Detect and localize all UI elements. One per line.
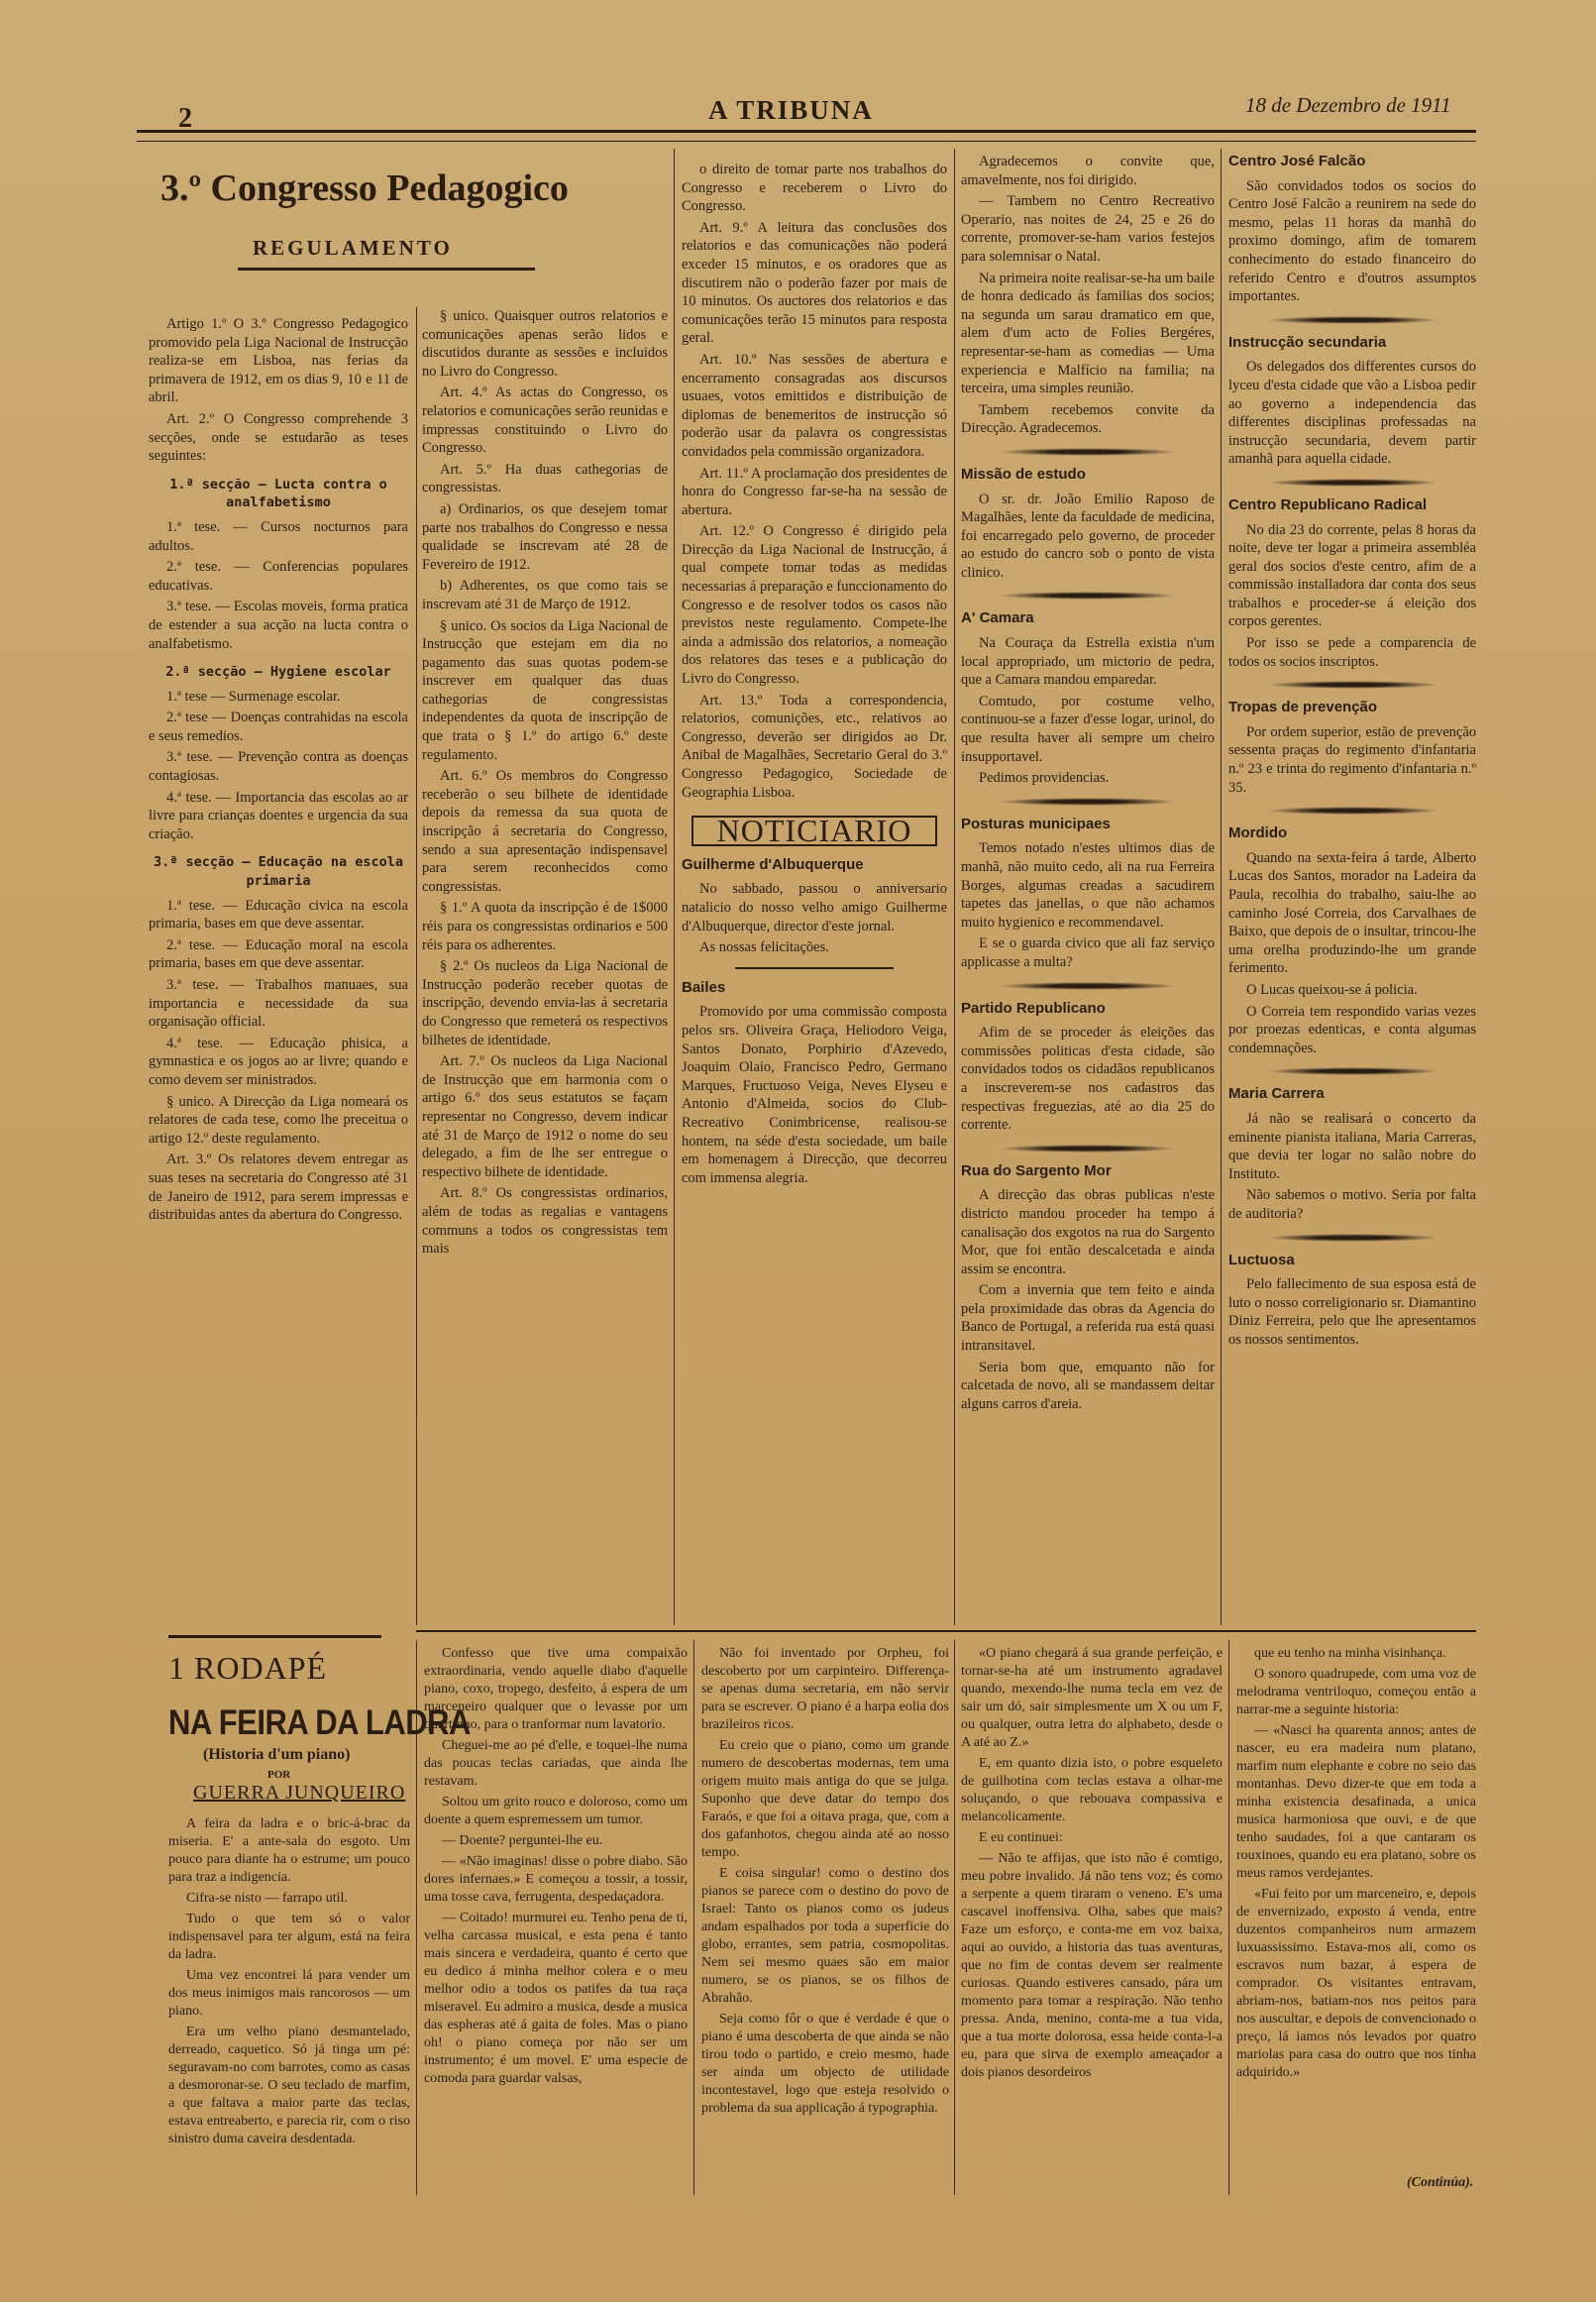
continua-label: (Continúa).: [1407, 2175, 1474, 2190]
news-heading: Mordido: [1228, 824, 1288, 842]
article-title: 3.º Congresso Pedagogico: [160, 167, 569, 209]
news-paragraph: O Correia tem respondido varias vezes por proezas edenticas, e conta algumas condemnações.: [1228, 1003, 1476, 1056]
news-heading: Luctuosa: [1228, 1251, 1295, 1268]
thesis-item: 3.ª tese. — Prevenção contra as doenças contagiosas.: [149, 749, 408, 785]
rodape-text: [701, 1645, 949, 2195]
news-heading: Maria Carrera: [1228, 1085, 1325, 1103]
news-paragraph: São convidados todos os socios do Centro José Falcão a reunirem na sede do mesmo, pelas 11 horas da manhã do proximo domingo, afim de tomarem conhecimento do estado financeiro do referido Centro e d'outros assumptos importantes.: [1228, 177, 1476, 305]
article-paragraph: Artigo 1.º O 3.º Congresso Pedagogico promovido pela Liga Nacional de Instrucção realiza-se em Lisboa, nas ferias da primavera de 1912, em os dias 9, 10 e 11 de abril.: [149, 316, 408, 406]
news-paragraph: O Lucas queixou-se á policia.: [1246, 981, 1418, 998]
news-heading: Bailes: [682, 978, 726, 996]
rodape-text: [168, 1815, 410, 2192]
rodape-paragraph: Uma vez encontrei lá para vender um dos meus inimigos mais rancorosos — um piano.: [168, 1968, 410, 2019]
rodape-text: [961, 1645, 1223, 2195]
news-heading: Missão de estudo: [961, 465, 1086, 483]
rodape-paragraph: — Doente? perguntei-lhe eu.: [442, 1833, 603, 1848]
rodape-paragraph: Era um velho piano desmantelado, derreado, caquetico. Só já tinga um pé: seguravam-no com barrotes, como as casas a desmoronar-se. O seu teclado de marfim, a que faltava a maior parte das teclas, estava entreaberto, e parecia rir, com o riso sinistro duma caveira desdentada.: [168, 2025, 410, 2146]
news-paragraph: Promovido por uma commissão composta pelos srs. Oliveira Graça, Heliodoro Veiga, Santos Donato, Porphirio d'Azevedo, Joaquim Olaio, Francisco Pedro, Germano Marques, Fructuoso Veiga, Neves Elyseu e Antonio d'Almeida, socios do Club-Recreativo Conimbricense, realisou-se hontem, na séde d'esta sociedade, um baile em homenagem á Direcção, que decorreu com immensa alegria.: [682, 1004, 947, 1186]
thesis-item: 2.ª tese. — Conferencias populares educativas.: [149, 559, 408, 594]
separator: [1266, 1234, 1439, 1242]
news-paragraph: Por ordem superior, estão de prevenção sessenta praças do regimento d'infantaria n.º 23 e trinta do regimento d'infantaria n.º 35.: [1228, 723, 1476, 796]
separator: [999, 448, 1176, 456]
article-paragraph: Art. 8.º Os congressistas ordinarios, além de todas as regalias e vantagens communs a todos os congressistas tem mais: [422, 1185, 668, 1258]
separator: [999, 1145, 1176, 1152]
thesis-item: 2.ª tese. — Educação moral na escola primaria, bases em que deve assentar.: [149, 936, 408, 972]
news-heading: Instrucção secundaria: [1228, 333, 1387, 351]
rodape-paragraph: — «Não imaginas! disse o pobre diabo. São dores infernaes.» E começou a tossir, a tossir, uma tosse cava, ferrugenta, despedaçadora.: [424, 1854, 688, 1905]
rodape-title: NA FEIRA DA LADRA: [168, 1702, 471, 1743]
news-heading: Posturas municipaes: [961, 815, 1111, 832]
subtitle-rule: [238, 268, 535, 271]
news-column: [961, 153, 1215, 1625]
thesis-item: 1.ª tese. — Educação civica na escola primaria, bases em que deve assentar.: [149, 897, 408, 932]
rodape-paragraph: Cheguei-me ao pé d'elle, e toquei-lhe numa das poucas teclas cariadas, que ainda lhe restavam.: [424, 1738, 688, 1789]
news-paragraph: No sabbado, passou o anniversario natalicio do nosso velho amigo Guilherme d'Albuquerque, director d'este jornal.: [682, 881, 947, 934]
news-paragraph: Quando na sexta-feira á tarde, Alberto Lucas dos Santos, morador na Ladeira da Paula, recolhia do trabalho, saiu-lhe ao caminho José Correia, dos Carvalhaes de Baixo, que depois de o insultar, trincou-lhe uma orelha produzindo-lhe um grande ferimento.: [1228, 849, 1476, 977]
news-paragraph: Afim de se proceder ás eleições das commissões politicas d'esta cidade, são convidados todos os cidadãos republicanos a inscreverem-se nos cadastros das respectivas freguezias, até ao dia 25 do corrente.: [961, 1025, 1215, 1134]
article-paragraph: a) Ordinarios, os que desejem tomar parte nos trabalhos do Congresso e nessa qualidade se inscrevam até 28 de Fevereiro de 1912.: [422, 500, 668, 573]
news-paragraph: O sr. dr. João Emilio Raposo de Magalhães, lente da faculdade de medicina, foi encarregado pelo governo, de proceder ao estudo do cancro sob o ponto de vista clinico.: [961, 491, 1215, 581]
column-rule: [416, 307, 417, 1625]
article-paragraph: Art. 12.º O Congresso é dirigido pela Direcção da Liga Nacional de Instrucção, á qual compete tomar todas as medidas necessarias á preparação e funccionamento do Congresso e de resolver todos os casos não previstos neste regulamento. Compete-lhe ainda a admissão dos relatorios, a nomeação dos relatores das teses e a publicação do Livro do Congresso.: [682, 523, 947, 688]
rodape-por: POR: [267, 1769, 291, 1781]
thesis-item: 3.ª tese. — Escolas moveis, forma pratica de estender a sua acção na lucta contra o analfabetismo.: [149, 599, 408, 652]
news-paragraph: Pelo fallecimento de sua esposa está de luto o nosso correligionario sr. Diamantino Diniz Ferreira, pelo que lhe apresentamos os nossos sentimentos.: [1228, 1276, 1476, 1348]
rodape-paragraph: — Não te affijas, que isto não é comtigo, meu pobre invalido. Já não tens voz; és como a serpente a quem tiraram o veneno. E's uma cascavel inoffensiva. Olha, sabes que mais? Faze um esforço, e conta-me em voz baixa, aqui ao ouvido, a historia das tuas aventuras, que no fim de contas devem ser realmente curiosas. Quando estiveres cansado, pára um momento para tomar a respiração. Não tenho pressa. Anda, menino, conta-me a tua vida, que a tua morte dolorosa, essa heide conta-l-a eu, para que sirva de exemplo ameaçador a dois pianos desordeiros: [961, 1851, 1223, 2080]
rodape-paragraph: Seja como fôr o que é verdade é que o piano é uma descoberta de que ainda se não tirou todo o partido, e creio mesmo, hade ser ainda um objecto de utilidade incontestavel, logo que esteja resolvido o problema da sua applicação á typographia.: [701, 2012, 949, 2116]
separator: [1266, 807, 1439, 815]
news-paragraph: Agradecemos o convite que, amavelmente, nos foi dirigido.: [961, 154, 1215, 188]
article-paragraph: § unico. Quaisquer outros relatorios e comunicações apenas serão lidos e discutidos durante as sessões e incluidos no Livro do Congresso.: [422, 308, 668, 380]
separator: [999, 798, 1176, 806]
news-paragraph: Já não se realisará o concerto da eminente pianista italiana, Maria Carreras, que devia ter logar no salão nobre do Instituto.: [1228, 1110, 1476, 1182]
separator: [735, 967, 895, 969]
article-paragraph: Art. 10.º Nas sessões de abertura e encerramento consagradas aos discursos usuaes, votos emittidos e distribuição de diplomas de benemeritos de instrucção só poderão usar da palavra os congressistas convidados pela commissão organizadora.: [682, 351, 947, 460]
feuilleton-rule: [693, 1640, 694, 2195]
thesis-item: 3.ª tese. — Trabalhos manuaes, sua importancia e necessidade da sua organisação official.: [149, 977, 408, 1031]
section-title: 1.ª secção — Lucta contra o analfabetismo: [169, 476, 387, 511]
news-column-right: [1228, 153, 1476, 1625]
article-paragraph: o direito de tomar parte nos trabalhos do Congresso e receberem o Livro do Congresso.: [682, 162, 947, 215]
separator: [1266, 681, 1439, 689]
rodape-paragraph: Eu creio que o piano, como um grande numero de descobertas modernas, tem uma origem muito mais antiga do que se julga. Suponho que deve datar do tempo dos Faraós, e que foi a oitava praga, que, com a dos gafanhotos, chegou ainda até ao nosso tempo.: [701, 1738, 949, 1860]
rodape-paragraph: Não foi inventado por Orpheu, foi descoberto por um carpinteiro. Differença-se apenas duma secretaria, em não servir para se escrever. O piano é a harpa eolia dos brazileiros ricos.: [701, 1646, 949, 1732]
article-paragraph: Art. 2.º O Congresso comprehende 3 secções, onde se estudarão as teses seguintes:: [149, 410, 408, 465]
rodape-author: GUERRA JUNQUEIRO: [193, 1782, 406, 1804]
news-paragraph: E se o guarda civico que ali faz serviço applicasse a multa?: [961, 935, 1215, 970]
congress-regulation: [149, 315, 408, 1623]
news-heading: Centro José Falcão: [1228, 153, 1366, 169]
rodape-paragraph: E coisa singular! como o destino dos pianos se parece com o destino do povo de Israel: Tanto os pianos como os judeus andam espalhados por toda a superficie do globo, errantes, sem patria, cosmopolitas. Nem sei mesmo quaes são em maior numero, se os pianos, se os filhos de Abrahão.: [701, 1866, 949, 2006]
article-paragraph: b) Adherentes, os que como tais se inscrevam até 31 de Março de 1912.: [422, 578, 668, 612]
rodape-paragraph: Soltou um grito rouco e doloroso, como um doente a quem espremessem um tumor.: [424, 1795, 688, 1827]
article-paragraph: § unico. Os socios da Liga Nacional de Instrucção que estejam em dia no pagamento das suas quotas podem-se inscrever em qualquer das duas cathegorias de congressistas independentes da quota de inscripção de que trata o § 1.º do artigo 6.º deste regulamento.: [422, 617, 668, 763]
news-heading: Centro Republicano Radical: [1228, 495, 1428, 513]
rodape-paragraph: «O piano chegará á sua grande perfeição, e tornar-se-ha até um instrumento agradavel quando, mexendo-lhe numa tecla em vez de sair um dó, sair simplesmente um X ou um F, ou qualquer, outra letra do alphabeto, desde o A até ao Z.»: [961, 1646, 1223, 1750]
rodape-text: [1236, 1645, 1476, 2170]
rodape-paragraph: — Coitado! murmurei eu. Tenho pena de ti, velha carcassa musical, e esta pena é tanto mais sincera e verdadeira, quanto é certo que eu dedico á minha melhor colera e o meu melhor odio a todos os patifes da tua raça miseravel. Eu admiro a musica, desde a musica das espheras até á gaita de foles. Mas o piano oh! o piano começa por não ser um instrumento; é um movel. E' uma especie de comoda para guardar valsas,: [424, 1911, 688, 2086]
rodape-subtitle: (Historia d'um piano): [203, 1746, 351, 1763]
issue-date: 18 de Dezembro de 1911: [1245, 93, 1451, 117]
rodape-paragraph: E eu continuei:: [979, 1830, 1063, 1845]
rodape-paragraph: O sonoro quadrupede, com uma voz de melodrama ventriloquo, começou então a narrar-me a seguinte historia:: [1236, 1667, 1476, 1717]
news-paragraph: Na primeira noite realisar-se-ha um baile de honra dedicado ás familias dos socios; na segunda um sarau dramatico em que, alem d'um acto de Folies Bergéres, representar-se-ham as comedias — Uma experiencia e Malfício na familia; na terceira, uma simples reunião.: [961, 270, 1215, 397]
thesis-item: 1.ª tese. — Cursos nocturnos para adultos.: [149, 518, 408, 554]
feuilleton-rule-horizontal: [416, 1630, 1476, 1632]
rodape-paragraph: que eu tenho na minha visinhança.: [1254, 1646, 1446, 1661]
feuilleton-rule: [954, 1640, 955, 2195]
news-heading: Rua do Sargento Mor: [961, 1161, 1112, 1179]
article-paragraph: Art. 9.º A leitura das conclusões dos relatorios e das comunicações não poderá exceder 15 minutos, e os oradores que as discutirem não o poderão fazer por mais de 10 minutos. Os auctores dos relatorios e das comunicações terão 15 minutos para resposta geral.: [682, 219, 947, 347]
rodape-paragraph: Tudo o que tem só o valor indispensavel para ter algum, está na feira da ladra.: [168, 1912, 410, 1962]
rodape-label: 1 RODAPÉ: [168, 1650, 328, 1686]
article-paragraph: § 2.º Os nucleos da Liga Nacional de Instrucção poderão receber quotas de inscripção, devendo envia-las á secretaria do Congresso que remeterá os respectivos bilhetes de identidade.: [422, 958, 668, 1048]
article-paragraph: Art. 13.º Toda a correspondencia, relatorios, comunições, etc., relativos ao Congresso, deverão ser dirigidos ao Dr. Anibal de Magalhães, Secretario Geral do 3.º Congresso Pedagogico, Sociedade de Geographia Lisboa.: [682, 692, 947, 801]
separator: [1266, 316, 1439, 324]
news-paragraph: Não sabemos o motivo. Seria por falta de auditoria?: [1228, 1187, 1476, 1222]
news-paragraph: Na Couraça da Estrella existia n'um local appropriado, um mictorio de pedra, que a Camara mandou emparedar.: [961, 635, 1215, 689]
rodape-paragraph: Cifra-se nisto — farrapo util.: [186, 1891, 348, 1906]
masthead: A TRIBUNA: [708, 95, 874, 125]
rodape-paragraph: — «Nasci ha quarenta annos; antes de nascer, eu era madeira num platano, marfim num elephante e cobre no seio das montanhas. Devo dizer-te que em toda a minha existencia desafinada, a unica musica harmoniosa que ouvi, e de que tenho saudades, foi a que cantaram os rouxinoes, quando eu era platano, sobre os meus ramos verdejantes.: [1236, 1723, 1476, 1881]
article-subtitle: REGULAMENTO: [253, 236, 453, 260]
separator: [999, 982, 1176, 990]
news-paragraph: — Tambem no Centro Recreativo Operario, nas noites de 24, 25 e 26 do corrente, promover-se-ham varios festejos para solemnisar o Natal.: [961, 193, 1215, 265]
article-paragraph: Art. 4.º As actas do Congresso, os relatorios e comunicações serão reunidas e impressas constituindo o Livro do Congresso.: [422, 384, 668, 457]
news-paragraph: Comtudo, por costume velho, continuou-se a fazer d'esse logar, urinol, do que resulta haver ali sempre um cheiro insupportavel.: [961, 693, 1215, 765]
news-heading: Guilherme d'Albuquerque: [682, 855, 864, 873]
congress-regulation-cont: [422, 307, 668, 1625]
header-rule-thin: [137, 141, 1476, 142]
separator: [1266, 479, 1439, 487]
congress-regulation-end: [682, 161, 947, 1625]
feuilleton-rule: [1228, 1640, 1229, 2195]
news-paragraph: Temos notado n'estes ultimos dias de manhã, não muito cedo, ali na rua Ferreira Borges, algumas creadas a sacudirem tapetes das janellas, o que não achamos muito hygienico e recommendavel.: [961, 840, 1215, 931]
column-rule: [1221, 149, 1222, 1625]
news-paragraph: No dia 23 do corrente, pelas 8 horas da noite, deve ter logar a primeira assembléa geral dos socios d'este centro, afim de a commissão installadora dar conta dos seus trabalhos e proceder-se á eleição dos corpos gerentes.: [1228, 521, 1476, 630]
rodape-divider: [168, 1635, 381, 1638]
news-heading: Partido Republicano: [961, 999, 1106, 1017]
article-paragraph: Art. 11.º A proclamação dos presidentes de honra do Congresso far-se-ha na sessão de abertura.: [682, 465, 947, 518]
news-heading: Tropas de prevenção: [1228, 699, 1378, 716]
news-paragraph: As nossas felicitações.: [699, 939, 829, 956]
thesis-item: 4.ª tese. — Importancia das escolas ao ar livre para crianças doentes e urgencia da sua criação.: [149, 789, 408, 842]
news-paragraph: Tambem recebemos convite da Direcção. Agradecemos.: [961, 401, 1215, 437]
news-paragraph: Por isso se pede a comparencia de todos os socios inscriptos.: [1228, 635, 1476, 670]
news-paragraph: Os delegados dos differentes cursos do lyceu d'esta cidade que vão a Lisboa pedir ao governo a independencia das differentes disciplinas professadas na instrucção secundaria, devem partir amanhã para aquella cidade.: [1228, 359, 1476, 468]
separator: [1266, 1067, 1439, 1075]
thesis-item: 1.ª tese — Surmenage escolar.: [166, 688, 341, 705]
article-paragraph: Art. 6.º Os membros do Congresso receberão o seu bilhete de identidade depois da remessa da sua quota de inscripção á secretaria do Congresso, sendo a sua apresentação indispensavel para serem reconhecidos como congressistas.: [422, 768, 668, 895]
article-paragraph: Art. 3.º Os relatores devem entregar as suas teses na secretaria do Congresso até 31 de Janeiro de 1912, para serem impressas e distribuidas antes da abertura do Congresso.: [149, 1151, 408, 1224]
news-heading: A' Camara: [961, 609, 1034, 627]
section-title: 2.ª secção — Hygiene escolar: [165, 664, 391, 681]
column-rule: [954, 149, 955, 1625]
news-paragraph: A direcção das obras publicas n'este districto mandou proceder ha tempo á canalisação dos exgotos na rua do Sargento Mor, que foi então descalcetada e ainda assim se encontra.: [961, 1187, 1215, 1277]
article-paragraph: Art. 5.º Ha duas cathegorias de congressistas.: [422, 461, 668, 496]
article-paragraph: Art. 7.º Os nucleos da Liga Nacional de Instrucção que em harmonia com o artigo 6.º dos seus estatutos se façam representar no Congresso, devem indicar até 31 de Março de 1912 o nome do seu delegado, a fim de lhe ser entregue o respectivo bilhete de identidade.: [422, 1053, 668, 1180]
news-paragraph: Com a invernia que tem feito e ainda pela proximidade das obras da Agencia do Banco de Portugal, a referida rua está quasi intransitavel.: [961, 1282, 1215, 1355]
thesis-item: 2.ª tese — Doenças contrahidas na escola e seus remedios.: [149, 710, 408, 744]
news-paragraph: Pedimos providencias.: [979, 770, 1110, 787]
separator: [999, 592, 1176, 600]
column-rule: [674, 149, 675, 1625]
page-number: 2: [178, 103, 192, 134]
rodape-paragraph: Confesso que tive uma compaixão extraordinaria, vendo aquelle diabo d'aquelle piano, coxo, tropego, desfeito, á espera de um marceneiro qualquer que o levasse por um quartinho, para o tranformar num lavatorio.: [424, 1646, 688, 1732]
article-paragraph: § 1.º A quota da inscripção é de 1$000 réis para os congressistas ordinarios e 500 réis para os adherentes.: [422, 900, 668, 953]
article-paragraph: § unico. A Direcção da Liga nomeará os relatores de cada tese, como lhe preceitua o artigo 12.º deste regulamento.: [149, 1093, 408, 1147]
rodape-text: [424, 1645, 688, 2195]
news-paragraph: Seria bom que, emquanto não for calcetada de novo, ali se mandassem deitar alguns carros d'areia.: [961, 1359, 1215, 1412]
header-rule: [137, 130, 1476, 133]
rodape-paragraph: E, em quanto dizia isto, o pobre esqueleto de guilhotina com teclas estava a olhar-me soluçando, o que rebouava compassiva e melancolicamente.: [961, 1756, 1223, 1824]
section-title: 3.ª secção — Educação na escola primaria: [154, 854, 403, 890]
rodape-paragraph: «Fui feito por um marceneiro, e, depois de envernizado, exposto á venda, entre duzentos companheiros num armazem luxuassissimo. Estava-mos ali, como os escravos num bazar, á espera de comprador. Os visitantes entravam, abriam-nos, batiam-nos nos peitos para nos auscultar, e depois de convencionado o preço, lá iamos nós levados por quatro mariolas para casa do outro que nos tinha adquirido.»: [1236, 1887, 1476, 2080]
noticiario-heading: NOTICIARIO: [692, 816, 937, 846]
rodape-paragraph: A feira da ladra e o bric-á-brac da miseria. E' a ante-sala do esgoto. Um pouco para diante ha o estrume; um pouco para traz a indigencia.: [168, 1816, 410, 1885]
thesis-item: 4.ª tese. — Educação phisica, a gymnastica e os jogos ao ar livre; quando e como devem ser ministrados.: [149, 1035, 408, 1088]
